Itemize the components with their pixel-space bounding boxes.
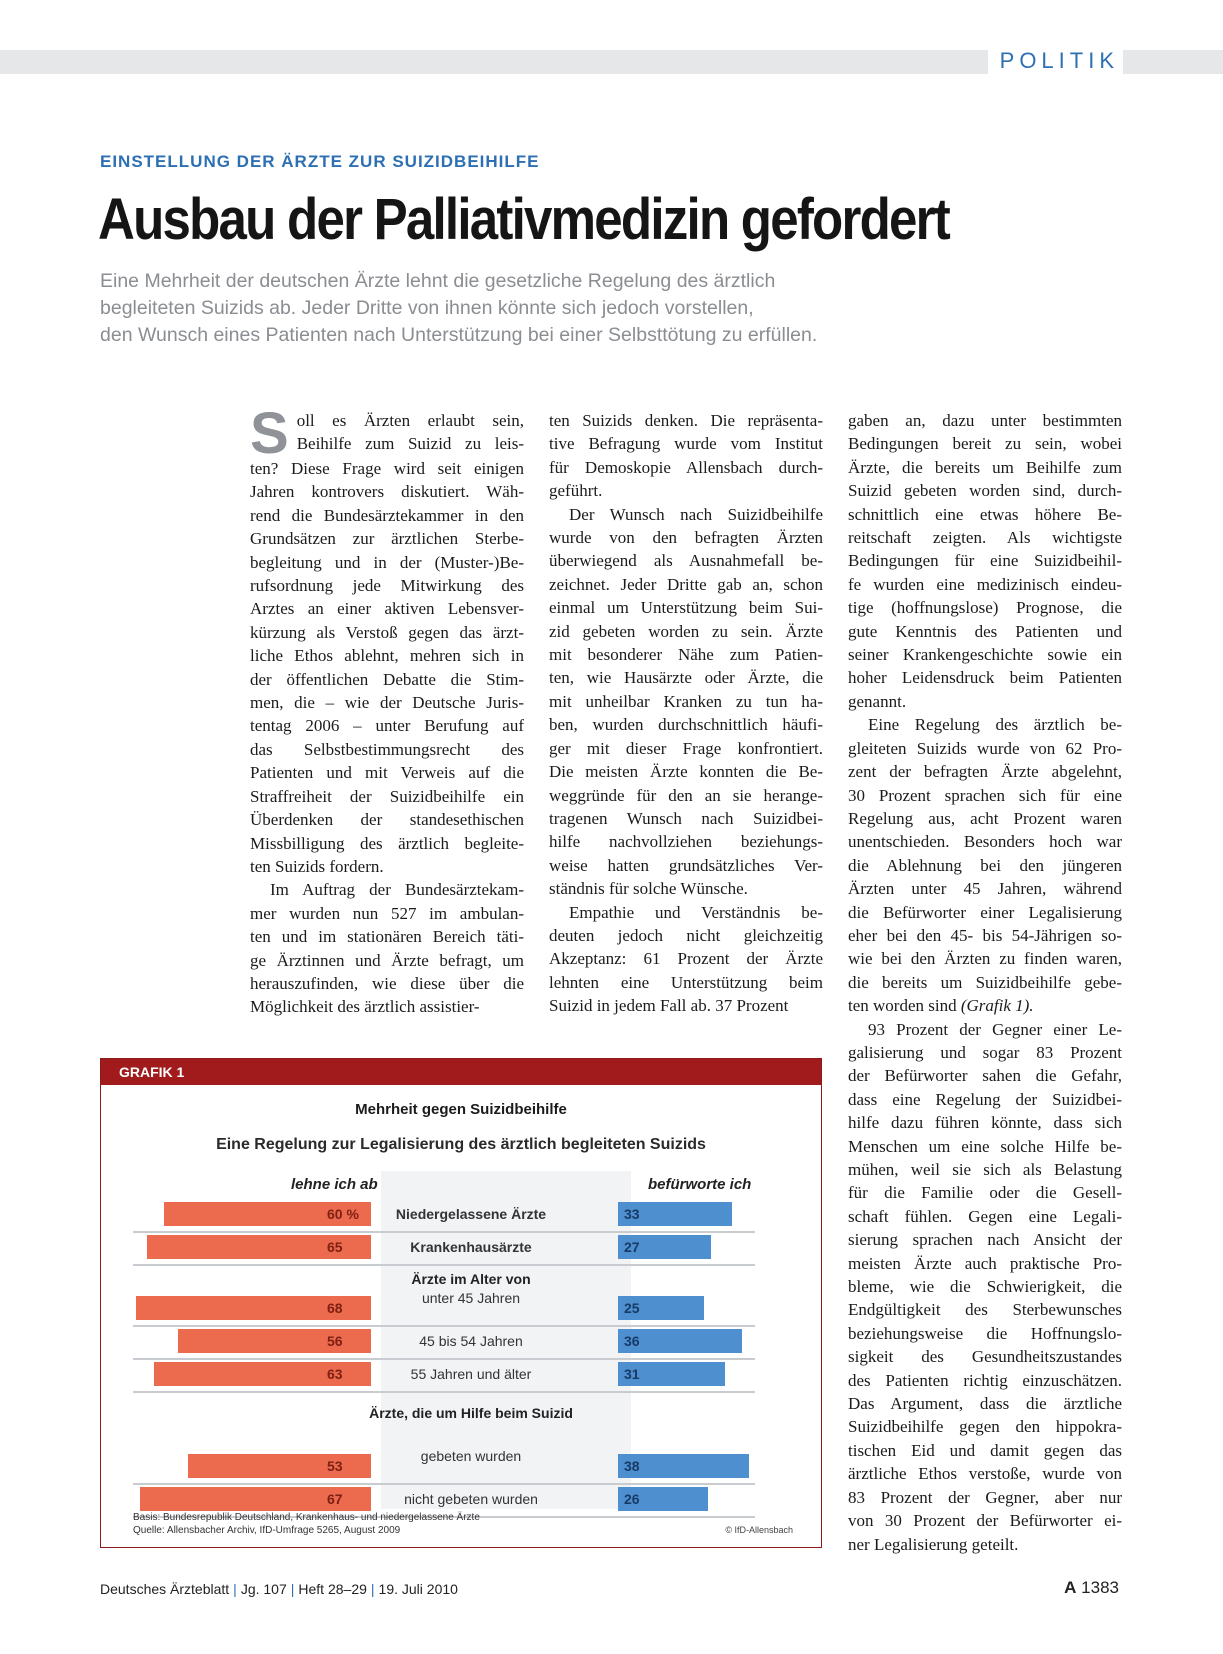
text-line: sigkeit des Gesundheitszustandes <box>848 1347 1122 1367</box>
page-prefix: A <box>1064 1578 1077 1597</box>
bar-approve-label: 31 <box>624 1366 640 1382</box>
category-label: 55 Jahren und älter <box>410 1366 532 1382</box>
text-column-1 <box>250 401 524 1019</box>
lead-line: den Wunsch eines Patienten nach Unterstützung bei einer Selbsttötung zu erfüllen. <box>100 324 818 346</box>
row-divider <box>133 1483 755 1485</box>
text-line: Arztes an einer aktiven Lebensver- <box>250 599 524 619</box>
lead-line: begleiteten Suizids ab. Jeder Dritte von ihnen könnte sich jedoch vorstellen, <box>100 297 754 319</box>
row-divider <box>133 1231 755 1233</box>
text-column-2 <box>549 409 823 1018</box>
bar-approve-label: 36 <box>624 1333 640 1349</box>
text-line: die bereits um Suizidbeihilfe gebe- <box>848 972 1122 992</box>
section-label: POLITIK <box>988 48 1123 74</box>
category-label: Niedergelassene Ärzte <box>395 1206 547 1222</box>
text-line: 83 Prozent der Gegner, aber nur <box>848 1487 1122 1507</box>
text-line: für Demoskopie Allensbach durch- <box>549 457 823 477</box>
text-line: Endgültigkeit des Sterbewunsches <box>848 1300 1122 1320</box>
text-line: mit besonderer Nähe zum Patien- <box>549 645 823 665</box>
text-line: weise hatten grundsätzliches Ver- <box>549 855 823 875</box>
text-line: hoher Leidensdruck beim Patienten <box>848 668 1122 688</box>
text-line: ten Suizids fordern. <box>250 856 384 876</box>
text-line: Akzeptanz: 61 Prozent der Ärzte <box>549 949 823 969</box>
text-line: Der Wunsch nach Suizidbeihilfe <box>569 504 823 524</box>
text-line: Eine Regelung des ärztlich be- <box>868 715 1122 735</box>
text-line: meisten Ärzte auch praktische Pro- <box>848 1253 1122 1273</box>
group-label-age: Ärzte im Alter von <box>411 1271 531 1287</box>
footer-issue: Heft 28–29 <box>298 1581 367 1597</box>
text-line: wie bei den Ärzten zu finden waren, <box>848 949 1122 969</box>
text-line: Menschen um eine solche Hilfe be- <box>848 1136 1122 1156</box>
text-line: galisierung und sogar 83 Prozent <box>848 1042 1122 1062</box>
bar-reject-label: 53 <box>327 1458 343 1474</box>
text-line: ten worden sind (Grafik 1). <box>848 996 1034 1016</box>
text-line: ten und im stationären Bereich täti- <box>250 927 524 947</box>
text-line: oll es Ärzten erlaubt sein, <box>296 411 524 430</box>
text-line: tige (hoffnungslose) Prognose, die <box>848 598 1122 618</box>
text-line: Suizid gebeten worden sind, durch- <box>848 481 1122 501</box>
bar-approve-label: 26 <box>624 1491 640 1507</box>
legend-approve: befürworte ich <box>648 1176 752 1193</box>
text-line: begleitung und in der (Muster-)Be- <box>250 552 524 572</box>
chart-copyright: © IfD-Allensbach <box>725 1525 793 1535</box>
text-line: genannt. <box>848 691 907 711</box>
text-line: bleme, wie die Schwierigkeit, die <box>848 1277 1122 1297</box>
footer-date: 19. Juli 2010 <box>378 1581 458 1597</box>
chart-notes <box>133 1511 480 1537</box>
text-line: der Befürworter sahen die Gefahr, <box>848 1066 1122 1086</box>
text-line: hilfe nachvollziehen beziehungs- <box>549 832 823 852</box>
text-line: Suizid in jedem Fall ab. 37 Prozent <box>549 996 789 1016</box>
figure-label: GRAFIK 1 <box>101 1059 821 1085</box>
text-line: überwiegend als Ausnahmefall be- <box>549 551 823 571</box>
text-line: ärztliche Ethos verstoße, wurde von <box>848 1464 1122 1484</box>
text-line: ge Ärztinnen und Ärzte befragt, um <box>250 950 524 970</box>
text-line: Grundsätzen zur ärztlichen Sterbe- <box>250 529 524 549</box>
bar-reject <box>188 1454 371 1478</box>
row-divider <box>133 1358 755 1360</box>
text-line: die Befürworter einer Legalisierung <box>848 902 1122 922</box>
category-label: unter 45 Jahren <box>421 1290 521 1306</box>
text-line: rend die Bundesärztekammer in den <box>250 505 524 525</box>
bar-reject-label: 63 <box>327 1366 343 1382</box>
text-line: Bedingungen für eine Suizidbeihil- <box>848 551 1122 571</box>
text-line: Bedingungen bereit zu sein, wobei <box>848 434 1122 454</box>
text-line: geführt. <box>549 481 603 501</box>
text-line: fe wurden eine medizinisch eindeu- <box>848 574 1122 594</box>
drop-cap: S <box>250 401 289 466</box>
text-line: eher bei den 45- bis 54-Jährigen so- <box>848 925 1122 945</box>
group-label-asked: Ärzte, die um Hilfe beim Suizid <box>369 1405 573 1421</box>
bar-approve-label: 25 <box>624 1300 640 1316</box>
text-line: gaben an, dazu unter bestimmten <box>848 411 1122 430</box>
text-line: von 30 Prozent der Befürworter ei- <box>848 1511 1122 1531</box>
article-kicker: EINSTELLUNG DER ÄRZTE ZUR SUIZIDBEIHILFE <box>100 152 540 171</box>
text-line: Missbilligung des ärztlich begleite- <box>250 833 524 853</box>
text-line: seiner Krankengeschichte sowie ein <box>848 645 1122 665</box>
text-line: weggründe für den an sie herange- <box>549 785 823 805</box>
text-line: kürzung als Verstoß gegen das ärzt- <box>250 622 524 642</box>
text-line: Möglichkeit des ärztlich assistier- <box>250 997 480 1017</box>
text-line: Überdenken der standesethischen <box>250 810 524 830</box>
category-label: nicht gebeten wurden <box>404 1491 538 1507</box>
text-line: ner Legalisierung geteilt. <box>848 1534 1019 1554</box>
chart-title: Mehrheit gegen Suizidbeihilfe <box>355 1101 567 1118</box>
text-line: tive Befragung wurde vom Institut <box>549 434 823 454</box>
chart-subtitle: Eine Regelung zur Legalisierung des ärztlich begleiteten Suizids <box>216 1136 706 1153</box>
text-line: ger mit dieser Frage konfrontiert. <box>549 738 823 758</box>
text-line: mer wurden nun 527 im ambulan- <box>250 903 524 923</box>
text-line: rufsordnung jede Mitwirkung des <box>250 576 524 596</box>
text-line: Empathie und Verständnis be- <box>569 902 823 922</box>
text-line: ten, wie Hausärzte oder Ärzte, die <box>549 668 823 688</box>
row-divider <box>133 1264 755 1266</box>
category-label: gebeten wurden <box>420 1448 522 1464</box>
category-label: Krankenhausärzte <box>410 1239 532 1255</box>
bar-reject-label: 65 <box>327 1239 343 1255</box>
bar-reject-label: 56 <box>327 1333 343 1349</box>
text-line: Regelung aus, acht Prozent waren <box>848 808 1122 828</box>
text-line: Jahren kontrovers diskutiert. Wäh- <box>250 482 524 502</box>
text-line: Suizidbeihilfe gegen den hippokra- <box>848 1417 1122 1437</box>
text-line: des Patienten richtig einzuschätzen. <box>848 1370 1122 1390</box>
text-line: hilfe dazu führen könnte, dass sich <box>848 1113 1122 1133</box>
text-line: Ärzten unter 45 Jahren, während <box>848 879 1122 899</box>
text-line: einmal um Unterstützung beim Sui- <box>549 598 823 618</box>
text-line: für die Familie oder die Gesell- <box>848 1183 1122 1203</box>
text-line: sierung sprachen nach Ansicht der <box>848 1230 1122 1250</box>
footer-journal: Deutsches Ärzteblatt <box>100 1581 230 1597</box>
text-line: Ärzte, die bereits um Beihilfe zum <box>848 457 1122 477</box>
text-line: ten Suizids denken. Die repräsenta- <box>549 411 823 430</box>
text-line: men, die – wie der Deutsche Juris- <box>250 693 524 713</box>
text-line: mit unheilbar Kranken zu tun ha- <box>549 691 823 711</box>
chart-bars <box>101 1059 821 1547</box>
text-line: tentag 2006 – unter Berufung auf <box>250 716 524 736</box>
text-line: ten? Diese Frage wird seit einigen <box>250 459 524 478</box>
text-line: wurde von den befragten Ärzten <box>549 528 823 548</box>
bar-reject-label: 68 <box>327 1300 343 1316</box>
text-line: Patienten und mit Verweis auf die <box>250 763 524 783</box>
text-line: der öffentlichen Debatte die Stim- <box>250 669 524 689</box>
text-line: tragenen Wunsch nach Suizidbei- <box>549 808 823 828</box>
text-line: das Selbstbestimmungsrecht des <box>250 739 524 759</box>
text-line: herauszufinden, wie diese über die <box>250 973 524 993</box>
text-line: liche Ethos ablehnt, mehren sich in <box>250 646 524 666</box>
text-line: Die meisten Ärzte konnten die Be- <box>549 762 823 782</box>
text-line: Das Argument, dass die ärztliche <box>848 1394 1122 1414</box>
bar-reject-label: 60 % <box>327 1206 359 1222</box>
text-line: die Ablehnung bei den jüngeren <box>848 855 1122 875</box>
text-line: Im Auftrag der Bundesärztekam- <box>270 880 524 900</box>
text-line: schaft fühlen. Gegen eine Legali- <box>848 1206 1122 1226</box>
text-line: lehnten eine Unterstützung beim <box>549 972 823 992</box>
page-number-value: 1383 <box>1081 1578 1119 1597</box>
footer-citation: Deutsches Ärzteblatt | Jg. 107 | Heft 28–29 | 19. Juli 2010 <box>100 1581 458 1597</box>
article-title: Ausbau der Palliativmedizin gefordert <box>98 187 949 252</box>
text-line: 30 Prozent sprachen sich für eine <box>848 785 1122 805</box>
text-line: gleiteten Suizids wurde von 62 Pro- <box>848 738 1122 758</box>
text-line: tischen Eid und damit gegen das <box>848 1440 1122 1460</box>
category-label: 45 bis 54 Jahren <box>419 1333 523 1349</box>
bar-approve-label: 27 <box>624 1239 640 1255</box>
lead-line: Eine Mehrheit der deutschen Ärzte lehnt die gesetzliche Regelung des ärztlich <box>100 270 776 292</box>
text-line: mühen, weil sie sich als Belastung <box>848 1160 1122 1179</box>
article-lead <box>100 268 1000 349</box>
text-line: 93 Prozent der Gegner einer Le- <box>868 1019 1122 1039</box>
text-line: unentschieden. Besonders hoch war <box>848 832 1122 852</box>
row-divider <box>133 1325 755 1327</box>
text-line: zid gebeten worden zu sein. Ärzte <box>549 621 823 641</box>
chart-note-source: Quelle: Allensbacher Archiv, IfD-Umfrage 5265, August 2009 <box>133 1525 401 1536</box>
text-column-3 <box>848 409 1122 1556</box>
text-line: Straffreiheit der Suizidbeihilfe ein <box>250 786 524 806</box>
footer-volume: Jg. 107 <box>240 1581 287 1597</box>
text-line: reitschaft zeigten. Als wichtigste <box>848 528 1122 548</box>
text-line: dass eine Regelung der Suizidbei- <box>848 1089 1122 1109</box>
chart-note-basis: Basis: Bundesrepublik Deutschland, Krankenhaus- und niedergelassene Ärzte <box>133 1512 480 1523</box>
text-line: beziehungsweise die Hoffnungslo- <box>848 1323 1122 1343</box>
text-line: schnittlich eine etwas höhere Be- <box>848 504 1122 524</box>
page-number <box>1064 1578 1119 1598</box>
text-line: ben, wurden durchschnittlich häufi- <box>549 715 823 735</box>
text-line: zent der befragten Ärzte abgelehnt, <box>848 762 1122 782</box>
text-line: deuten jedoch nicht gleichzeitig <box>549 925 823 945</box>
bar-approve-label: 38 <box>624 1458 640 1474</box>
bar-approve-label: 33 <box>624 1206 640 1222</box>
text-line: zeichnet. Jeder Dritte gab an, schon <box>549 574 823 594</box>
row-divider <box>133 1391 755 1393</box>
bar-reject-label: 67 <box>327 1491 343 1507</box>
text-line: gute Kenntnis des Patienten und <box>848 621 1122 641</box>
text-line: Beihilfe zum Suizid zu leis- <box>296 434 524 454</box>
legend-reject: lehne ich ab <box>291 1176 378 1193</box>
figure-grafik-1 <box>100 1058 822 1548</box>
text-line: ständnis für solche Wünsche. <box>549 879 748 899</box>
